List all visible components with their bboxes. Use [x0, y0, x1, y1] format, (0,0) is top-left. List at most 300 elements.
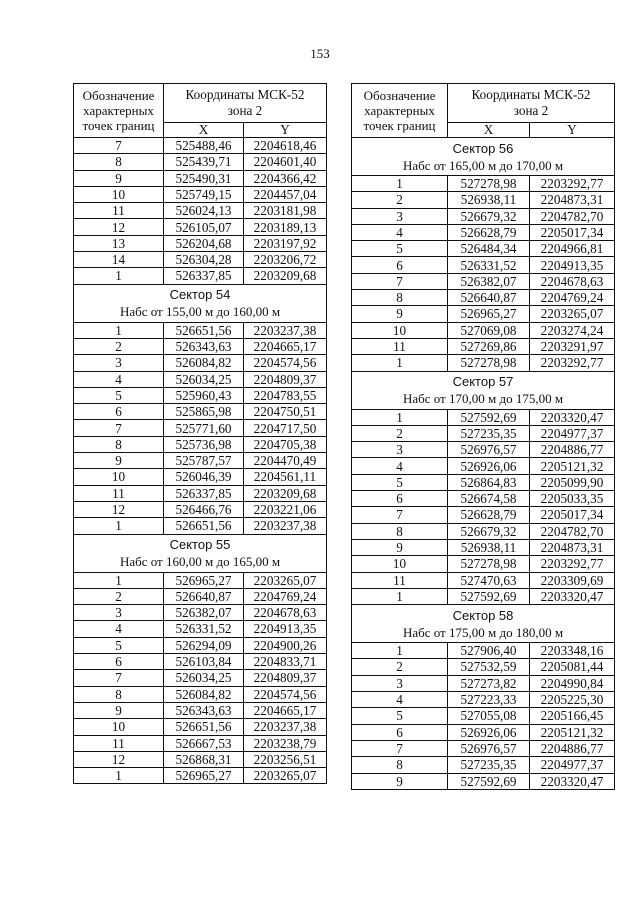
table-row: [352, 507, 615, 523]
table-row: [352, 425, 615, 441]
y-coordinate-cell: 2203209,68: [244, 485, 327, 501]
point-number-cell: 3: [352, 675, 448, 691]
y-coordinate-cell: 2204470,49: [244, 453, 327, 469]
sector-title: Сектор 54: [169, 287, 231, 303]
point-number-cell: 3: [352, 208, 448, 224]
point-number-cell: 2: [352, 425, 448, 441]
sector-heading: [352, 138, 615, 176]
x-coordinate-cell: 526343,63: [164, 338, 244, 354]
x-coordinate-cell: 526337,85: [164, 268, 244, 284]
sector-title: Сектор 58: [452, 607, 514, 623]
coordinates-zone: зона 2: [513, 103, 549, 118]
column-header-y: Y: [530, 123, 615, 138]
table-body: [352, 84, 615, 790]
sector-title: Сектор 57: [452, 374, 514, 390]
table-row: [74, 219, 327, 235]
x-coordinate-cell: 526331,52: [164, 621, 244, 637]
x-coordinate-cell: 527592,69: [448, 588, 530, 604]
point-number-cell: 10: [352, 556, 448, 572]
y-coordinate-cell: 2205099,90: [530, 474, 615, 490]
table-row: [74, 420, 327, 436]
x-coordinate-cell: 526965,27: [164, 768, 244, 784]
y-coordinate-cell: 2204873,31: [530, 192, 615, 208]
table-row: [352, 556, 615, 572]
sector-row: [352, 605, 615, 643]
table-row: [352, 257, 615, 273]
column-header-coordinates: [448, 84, 615, 123]
y-coordinate-cell: 2205121,32: [530, 458, 615, 474]
y-coordinate-cell: 2203292,77: [530, 556, 615, 572]
point-number-cell: 10: [352, 322, 448, 338]
point-number-cell: 8: [74, 686, 164, 702]
y-coordinate-cell: 2205225,30: [530, 692, 615, 708]
table-row: [74, 485, 327, 501]
y-coordinate-cell: 2203237,38: [244, 719, 327, 735]
table-row: [74, 637, 327, 653]
column-header-coordinates: [164, 84, 327, 123]
sector-row: [74, 534, 327, 572]
point-number-cell: 11: [74, 203, 164, 219]
y-coordinate-cell: 2204783,55: [244, 387, 327, 403]
x-coordinate-cell: 526938,11: [448, 539, 530, 555]
point-number-cell: 1: [352, 643, 448, 659]
table-row: [352, 588, 615, 604]
column-header-points-line: Обозначение: [363, 88, 436, 103]
y-coordinate-cell: 2204705,38: [244, 436, 327, 452]
x-coordinate-cell: 527235,35: [448, 425, 530, 441]
point-number-cell: 12: [74, 219, 164, 235]
table-row: [352, 740, 615, 756]
point-number-cell: 13: [74, 235, 164, 251]
x-coordinate-cell: 527592,69: [448, 773, 530, 789]
table-row: [352, 458, 615, 474]
x-coordinate-cell: 525749,15: [164, 186, 244, 202]
x-coordinate-cell: 527906,40: [448, 643, 530, 659]
table-row: [74, 138, 327, 154]
column-header-x: X: [164, 123, 244, 138]
column-header-points-line: характерных: [364, 103, 435, 118]
sector-altitude-range: Набс от 170,00 м до 175,00 м: [402, 391, 564, 407]
y-coordinate-cell: 2204574,56: [244, 686, 327, 702]
column-header-points-line: точек границ: [363, 118, 436, 133]
table-row: [74, 387, 327, 403]
y-coordinate-cell: 2204678,63: [530, 273, 615, 289]
point-number-cell: 8: [74, 436, 164, 452]
x-coordinate-cell: 526965,27: [164, 572, 244, 588]
table-row: [74, 170, 327, 186]
point-number-cell: 1: [352, 588, 448, 604]
point-number-cell: 9: [74, 702, 164, 718]
x-coordinate-cell: 526382,07: [448, 273, 530, 289]
coordinates-title: Координаты МСК-52: [471, 87, 591, 102]
table-row: [352, 572, 615, 588]
x-coordinate-cell: 526204,68: [164, 235, 244, 251]
y-coordinate-cell: 2204809,37: [244, 371, 327, 387]
table-row: [74, 702, 327, 718]
point-number-cell: 1: [352, 355, 448, 371]
y-coordinate-cell: 2203181,98: [244, 203, 327, 219]
sector-row: [352, 138, 615, 176]
column-header-points: [74, 84, 164, 138]
y-coordinate-cell: 2204886,77: [530, 442, 615, 458]
y-coordinate-cell: 2203238,79: [244, 735, 327, 751]
y-coordinate-cell: 2204913,35: [530, 257, 615, 273]
y-coordinate-cell: 2204977,37: [530, 757, 615, 773]
coordinates-table-left: [73, 83, 327, 784]
point-number-cell: 7: [74, 670, 164, 686]
y-coordinate-cell: 2203237,38: [244, 322, 327, 338]
table-row: [74, 268, 327, 284]
y-coordinate-cell: 2205121,32: [530, 724, 615, 740]
x-coordinate-cell: 527278,98: [448, 176, 530, 192]
table-row: [352, 442, 615, 458]
table-row: [352, 757, 615, 773]
y-coordinate-cell: 2203256,51: [244, 751, 327, 767]
x-coordinate-cell: 525439,71: [164, 154, 244, 170]
point-number-cell: 11: [352, 338, 448, 354]
point-number-cell: 1: [352, 176, 448, 192]
page-number: 153: [310, 46, 330, 61]
x-coordinate-cell: 526343,63: [164, 702, 244, 718]
column-header-points-line: Обозначение: [82, 88, 155, 103]
y-coordinate-cell: 2203309,69: [530, 572, 615, 588]
x-coordinate-cell: 526926,06: [448, 724, 530, 740]
table-row: [352, 724, 615, 740]
y-coordinate-cell: 2205017,34: [530, 507, 615, 523]
point-number-cell: 5: [352, 474, 448, 490]
point-number-cell: 7: [352, 273, 448, 289]
table-row: [352, 708, 615, 724]
y-coordinate-cell: 2203209,68: [244, 268, 327, 284]
x-coordinate-cell: 527278,98: [448, 556, 530, 572]
x-coordinate-cell: 526667,53: [164, 735, 244, 751]
table-row: [352, 176, 615, 192]
x-coordinate-cell: 526628,79: [448, 507, 530, 523]
x-coordinate-cell: 526651,56: [164, 719, 244, 735]
coordinates-title: Координаты МСК-52: [185, 87, 305, 102]
table-row: [352, 491, 615, 507]
point-number-cell: 8: [352, 523, 448, 539]
point-number-cell: 6: [352, 257, 448, 273]
y-coordinate-cell: 2203320,47: [530, 588, 615, 604]
point-number-cell: 6: [74, 654, 164, 670]
point-number-cell: 6: [352, 491, 448, 507]
table-row: [352, 539, 615, 555]
table-row: [74, 768, 327, 784]
table-row: [74, 686, 327, 702]
x-coordinate-cell: 527269,86: [448, 338, 530, 354]
sector-title: Сектор 55: [169, 537, 231, 553]
y-coordinate-cell: 2203237,38: [244, 518, 327, 534]
table-row: [352, 355, 615, 371]
point-number-cell: 4: [352, 224, 448, 240]
x-coordinate-cell: 526679,32: [448, 208, 530, 224]
y-coordinate-cell: 2204750,51: [244, 404, 327, 420]
x-coordinate-cell: 526103,84: [164, 654, 244, 670]
point-number-cell: 1: [352, 409, 448, 425]
y-coordinate-cell: 2204809,37: [244, 670, 327, 686]
column-header-points-line: характерных: [83, 103, 154, 118]
table-row: [74, 235, 327, 251]
y-coordinate-cell: 2204574,56: [244, 355, 327, 371]
point-number-cell: 5: [352, 241, 448, 257]
header-row: [352, 84, 615, 123]
x-coordinate-cell: 526679,32: [448, 523, 530, 539]
point-number-cell: 1: [74, 322, 164, 338]
y-coordinate-cell: 2203206,72: [244, 252, 327, 268]
y-coordinate-cell: 2204833,71: [244, 654, 327, 670]
table-row: [74, 654, 327, 670]
y-coordinate-cell: 2203320,47: [530, 773, 615, 789]
table-row: [74, 371, 327, 387]
x-coordinate-cell: 525960,43: [164, 387, 244, 403]
point-number-cell: 10: [74, 469, 164, 485]
point-number-cell: 4: [352, 692, 448, 708]
x-coordinate-cell: 526484,34: [448, 241, 530, 257]
y-coordinate-cell: 2203320,47: [530, 409, 615, 425]
x-coordinate-cell: 526976,57: [448, 740, 530, 756]
y-coordinate-cell: 2203348,16: [530, 643, 615, 659]
x-coordinate-cell: 527470,63: [448, 572, 530, 588]
x-coordinate-cell: 526084,82: [164, 686, 244, 702]
y-coordinate-cell: 2204665,17: [244, 702, 327, 718]
x-coordinate-cell: 527273,82: [448, 675, 530, 691]
point-number-cell: 3: [74, 605, 164, 621]
x-coordinate-cell: 526868,31: [164, 751, 244, 767]
y-coordinate-cell: 2203292,77: [530, 355, 615, 371]
table-row: [352, 273, 615, 289]
table-row: [74, 154, 327, 170]
x-coordinate-cell: 525787,57: [164, 453, 244, 469]
x-coordinate-cell: 526965,27: [448, 306, 530, 322]
x-coordinate-cell: 526640,87: [164, 588, 244, 604]
point-number-cell: 10: [74, 719, 164, 735]
y-coordinate-cell: 2204900,26: [244, 637, 327, 653]
table-row: [74, 735, 327, 751]
table-row: [352, 643, 615, 659]
point-number-cell: 2: [352, 659, 448, 675]
table-row: [352, 322, 615, 338]
x-coordinate-cell: 527532,59: [448, 659, 530, 675]
column-header-y: Y: [244, 123, 327, 138]
x-coordinate-cell: 526034,25: [164, 670, 244, 686]
point-number-cell: 5: [74, 387, 164, 403]
y-coordinate-cell: 2203197,92: [244, 235, 327, 251]
point-number-cell: 1: [74, 268, 164, 284]
x-coordinate-cell: 526938,11: [448, 192, 530, 208]
table-row: [352, 692, 615, 708]
point-number-cell: 9: [74, 453, 164, 469]
y-coordinate-cell: 2203265,07: [530, 306, 615, 322]
point-number-cell: 11: [74, 735, 164, 751]
point-number-cell: 2: [74, 338, 164, 354]
y-coordinate-cell: 2204966,81: [530, 241, 615, 257]
sector-altitude-range: Набс от 155,00 м до 160,00 м: [119, 304, 281, 320]
x-coordinate-cell: 527235,35: [448, 757, 530, 773]
table-row: [74, 469, 327, 485]
y-coordinate-cell: 2205081,44: [530, 659, 615, 675]
y-coordinate-cell: 2204782,70: [530, 208, 615, 224]
y-coordinate-cell: 2204561,11: [244, 469, 327, 485]
y-coordinate-cell: 2204618,46: [244, 138, 327, 154]
y-coordinate-cell: 2204457,04: [244, 186, 327, 202]
table-row: [352, 338, 615, 354]
y-coordinate-cell: 2204678,63: [244, 605, 327, 621]
y-coordinate-cell: 2204782,70: [530, 523, 615, 539]
coordinates-table-right: [351, 83, 615, 790]
table-row: [74, 338, 327, 354]
table-row: [74, 719, 327, 735]
point-number-cell: 1: [74, 572, 164, 588]
point-number-cell: 2: [74, 588, 164, 604]
x-coordinate-cell: 525736,98: [164, 436, 244, 452]
table-row: [74, 621, 327, 637]
point-number-cell: 6: [352, 724, 448, 740]
sector-heading: [352, 371, 615, 409]
x-coordinate-cell: 526046,39: [164, 469, 244, 485]
x-coordinate-cell: 526304,28: [164, 252, 244, 268]
y-coordinate-cell: 2204665,17: [244, 338, 327, 354]
x-coordinate-cell: 525865,98: [164, 404, 244, 420]
point-number-cell: 4: [352, 458, 448, 474]
x-coordinate-cell: 526466,76: [164, 501, 244, 517]
table-row: [352, 409, 615, 425]
table-row: [352, 773, 615, 789]
y-coordinate-cell: 2204769,24: [244, 588, 327, 604]
y-coordinate-cell: 2204977,37: [530, 425, 615, 441]
point-number-cell: 12: [74, 501, 164, 517]
point-number-cell: 7: [74, 138, 164, 154]
table-row: [74, 355, 327, 371]
table-row: [74, 588, 327, 604]
sector-altitude-range: Набс от 165,00 м до 170,00 м: [402, 157, 564, 173]
x-coordinate-cell: 526294,09: [164, 637, 244, 653]
table-row: [74, 203, 327, 219]
point-number-cell: 4: [74, 371, 164, 387]
point-number-cell: 9: [74, 170, 164, 186]
point-number-cell: 2: [352, 192, 448, 208]
point-number-cell: 5: [352, 708, 448, 724]
table-row: [352, 659, 615, 675]
table-row: [74, 186, 327, 202]
y-coordinate-cell: 2204913,35: [244, 621, 327, 637]
y-coordinate-cell: 2203189,13: [244, 219, 327, 235]
sector-heading: [352, 605, 615, 643]
y-coordinate-cell: 2204717,50: [244, 420, 327, 436]
x-coordinate-cell: 526084,82: [164, 355, 244, 371]
x-coordinate-cell: 525488,46: [164, 138, 244, 154]
coordinates-zone: зона 2: [227, 103, 263, 118]
point-number-cell: 1: [74, 768, 164, 784]
x-coordinate-cell: 527055,08: [448, 708, 530, 724]
point-number-cell: 9: [352, 306, 448, 322]
x-coordinate-cell: 526034,25: [164, 371, 244, 387]
point-number-cell: 3: [74, 355, 164, 371]
y-coordinate-cell: 2205033,35: [530, 491, 615, 507]
point-number-cell: 12: [74, 751, 164, 767]
x-coordinate-cell: 527069,08: [448, 322, 530, 338]
table-row: [352, 224, 615, 240]
table-row: [352, 192, 615, 208]
table-row: [352, 523, 615, 539]
point-number-cell: 4: [74, 621, 164, 637]
point-number-cell: 9: [352, 539, 448, 555]
y-coordinate-cell: 2204990,84: [530, 675, 615, 691]
y-coordinate-cell: 2204769,24: [530, 290, 615, 306]
point-number-cell: 8: [352, 290, 448, 306]
x-coordinate-cell: 525771,60: [164, 420, 244, 436]
sector-heading: [74, 284, 327, 322]
x-coordinate-cell: 526105,07: [164, 219, 244, 235]
x-coordinate-cell: 526651,56: [164, 322, 244, 338]
x-coordinate-cell: 526640,87: [448, 290, 530, 306]
table-row: [352, 290, 615, 306]
point-number-cell: 7: [352, 507, 448, 523]
column-header-points: [352, 84, 448, 138]
table-row: [74, 404, 327, 420]
y-coordinate-cell: 2203265,07: [244, 768, 327, 784]
header-row: [74, 84, 327, 123]
table-row: [74, 436, 327, 452]
table-row: [74, 501, 327, 517]
x-coordinate-cell: 526331,52: [448, 257, 530, 273]
x-coordinate-cell: 526651,56: [164, 518, 244, 534]
y-coordinate-cell: 2204601,40: [244, 154, 327, 170]
y-coordinate-cell: 2205017,34: [530, 224, 615, 240]
table-row: [352, 208, 615, 224]
y-coordinate-cell: 2203221,06: [244, 501, 327, 517]
x-coordinate-cell: 526864,83: [448, 474, 530, 490]
table-row: [352, 306, 615, 322]
table-row: [74, 751, 327, 767]
table-row: [74, 572, 327, 588]
column-header-x: X: [448, 123, 530, 138]
point-number-cell: 11: [352, 572, 448, 588]
table-row: [74, 322, 327, 338]
point-number-cell: 8: [74, 154, 164, 170]
point-number-cell: 7: [74, 420, 164, 436]
point-number-cell: 11: [74, 485, 164, 501]
table-row: [74, 453, 327, 469]
x-coordinate-cell: 526674,58: [448, 491, 530, 507]
point-number-cell: 8: [352, 757, 448, 773]
table-row: [74, 252, 327, 268]
x-coordinate-cell: 526337,85: [164, 485, 244, 501]
x-coordinate-cell: 526024,13: [164, 203, 244, 219]
sector-row: [74, 284, 327, 322]
x-coordinate-cell: 526926,06: [448, 458, 530, 474]
table-body: [74, 84, 327, 784]
point-number-cell: 7: [352, 740, 448, 756]
y-coordinate-cell: 2203292,77: [530, 176, 615, 192]
y-coordinate-cell: 2204873,31: [530, 539, 615, 555]
x-coordinate-cell: 526382,07: [164, 605, 244, 621]
sector-title: Сектор 56: [452, 140, 514, 156]
x-coordinate-cell: 526628,79: [448, 224, 530, 240]
y-coordinate-cell: 2204886,77: [530, 740, 615, 756]
table-row: [352, 474, 615, 490]
x-coordinate-cell: 527223,33: [448, 692, 530, 708]
column-header-points-line: точек границ: [82, 118, 155, 133]
table-row: [352, 241, 615, 257]
point-number-cell: 3: [352, 442, 448, 458]
x-coordinate-cell: 525490,31: [164, 170, 244, 186]
y-coordinate-cell: 2203291,97: [530, 338, 615, 354]
point-number-cell: 1: [74, 518, 164, 534]
table-row: [74, 670, 327, 686]
table-row: [74, 605, 327, 621]
table-row: [352, 675, 615, 691]
